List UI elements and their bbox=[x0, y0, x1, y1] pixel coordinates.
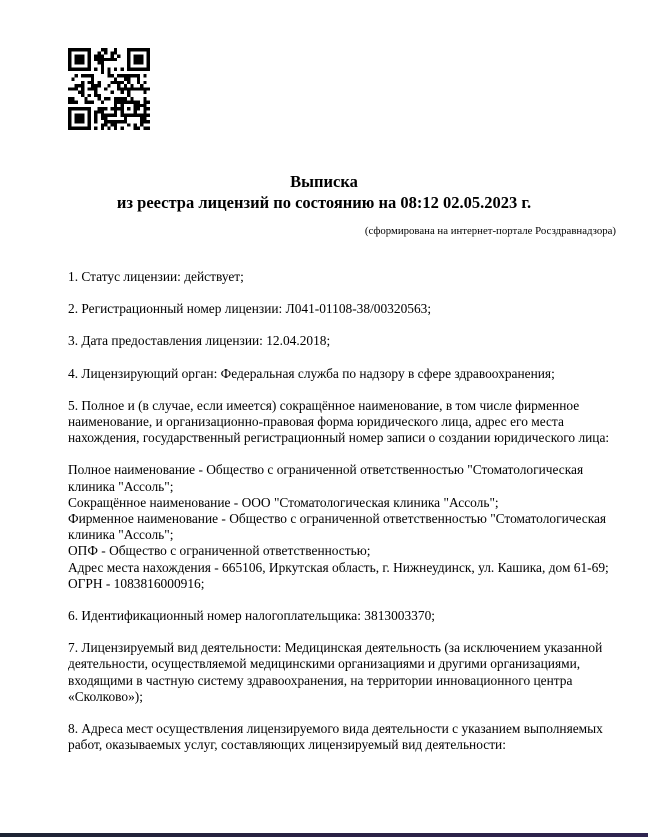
entity-details bbox=[68, 462, 616, 592]
detail-address: Адрес места нахождения - 665106, Иркутская область, г. Нижнеудинск, ул. Кашика, дом 61-69; bbox=[68, 559, 609, 575]
detail-brand-name: Фирменное наименование - Общество с ограниченной ответственностью "Стоматологическая клиника "Ассоль"; bbox=[68, 511, 607, 543]
page-title-line-2: из реестра лицензий по состоянию на 08:12 02.05.2023 г. bbox=[116, 192, 532, 212]
detail-full-name: Полное наименование - Общество с ограниченной ответственностью "Стоматологическая клиника "Ассоль"; bbox=[68, 462, 584, 494]
item-5-entity-heading: 5. Полное и (в случае, если имеется) сокращённое наименование, в том числе фирменное наименование, и организационно-правовая форма юридического лица, адрес его места нахождения, государственный регистрационный номер записи о создании юридического лица: bbox=[68, 397, 610, 446]
item-7-activity-type: 7. Лицензируемый вид деятельности: Медицинская деятельность (за исключением указанной деятельности, осуществляемой медицинскими организациями и другими организациями, входящими в частную систему здравоохранения, на территории инновационного центра «Сколково»); bbox=[68, 640, 603, 704]
item-8-addresses-heading: 8. Адреса мест осуществления лицензируемого вида деятельности с указанием выполняемых работ, оказываемых услуг, составляющих лицензируемый вид деятельности: bbox=[68, 721, 603, 753]
item-4-licensing-authority: 4. Лицензирующий орган: Федеральная служба по надзору в сфере здравоохранения; bbox=[68, 365, 555, 381]
item-3-grant-date: 3. Дата предоставления лицензии: 12.04.2018; bbox=[68, 333, 331, 349]
detail-ogrn: ОГРН - 1083816000916; bbox=[68, 575, 205, 591]
item-2-reg-number: 2. Регистрационный номер лицензии: Л041-01108-38/00320563; bbox=[68, 301, 432, 317]
bottom-accent-bar bbox=[0, 833, 648, 837]
document-title bbox=[0, 172, 648, 213]
detail-legal-form: ОПФ - Общество с ограниченной ответственностью; bbox=[68, 543, 371, 559]
page-title-line-1: Выписка bbox=[290, 172, 358, 191]
item-1-status: 1. Статус лицензии: действует; bbox=[68, 269, 244, 284]
detail-short-name: Сокращённое наименование - ООО "Стоматологическая клиника "Ассоль"; bbox=[68, 494, 499, 510]
qr-code-image bbox=[68, 48, 150, 130]
formation-note: (сформирована на интернет-портале Росздравнадзора) bbox=[364, 225, 616, 237]
item-6-inn: 6. Идентификационный номер налогоплательщика: 3813003370; bbox=[68, 608, 435, 624]
document-body bbox=[68, 269, 616, 769]
